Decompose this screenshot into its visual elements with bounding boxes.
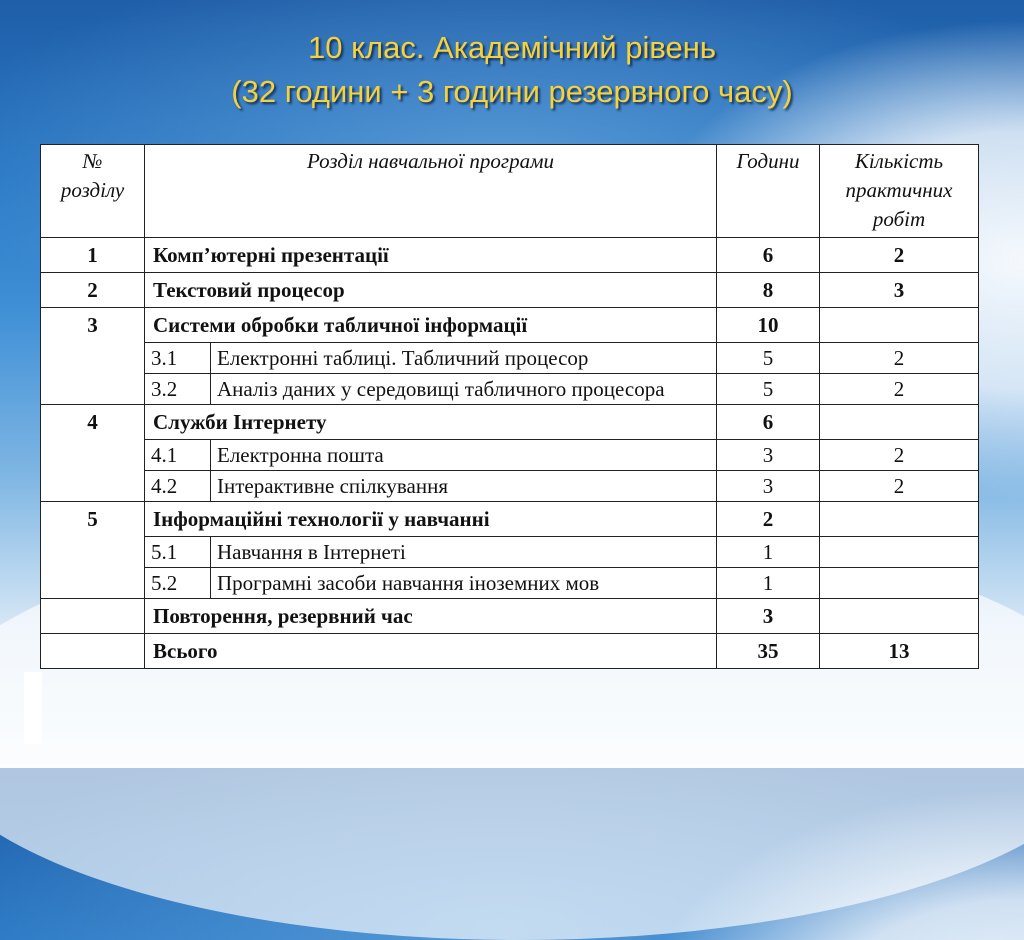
subsection-title: Програмні засоби навчання іноземних мов (211, 568, 717, 599)
subsection-number: 5.2 (145, 568, 211, 599)
slide-title (0, 26, 1024, 114)
header-practical-works: Кількість практичних робіт (820, 145, 979, 238)
total-row (41, 634, 979, 669)
subsection-number: 3.2 (145, 374, 211, 405)
title-line-1: 10 клас. Академічний рівень (307, 30, 717, 65)
section-practical: 3 (820, 273, 979, 308)
subsection-row (41, 537, 979, 568)
section-title: Служби Інтернету (145, 405, 717, 440)
section-practical (820, 502, 979, 537)
section-practical (820, 308, 979, 343)
table-header-row (41, 145, 979, 238)
table-body (41, 145, 979, 669)
section-title: Комп’ютерні презентації (145, 238, 717, 273)
header-section-title: Розділ навчальної програми (145, 145, 717, 238)
section-hours: 10 (717, 308, 820, 343)
subsection-hours: 5 (717, 343, 820, 374)
subsection-number: 5.1 (145, 537, 211, 568)
curriculum-table-container (40, 144, 978, 669)
subsection-row (41, 440, 979, 471)
total-row-hours: 35 (717, 634, 820, 669)
section-row (41, 308, 979, 343)
curriculum-table (40, 144, 979, 669)
section-practical (820, 405, 979, 440)
subsection-title: Електронні таблиці. Табличний процесор (211, 343, 717, 374)
subsection-practical (820, 537, 979, 568)
section-title: Інформаційні технології у навчанні (145, 502, 717, 537)
review-row-hours: 3 (717, 599, 820, 634)
subsection-title: Аналіз даних у середовищі табличного процесора (211, 374, 717, 405)
subsection-row (41, 374, 979, 405)
header-hours: Години (717, 145, 820, 238)
section-number: 1 (41, 238, 145, 273)
subsection-hours: 5 (717, 374, 820, 405)
total-row-number (41, 634, 145, 669)
section-row (41, 273, 979, 308)
subsection-practical (820, 568, 979, 599)
review-row-title: Повторення, резервний час (145, 599, 717, 634)
title-line-2: (32 години + 3 години резервного часу) (231, 74, 793, 109)
section-number: 5 (41, 502, 145, 599)
subsection-title: Навчання в Інтернеті (211, 537, 717, 568)
section-practical: 2 (820, 238, 979, 273)
subsection-hours: 1 (717, 568, 820, 599)
total-row-practical: 13 (820, 634, 979, 669)
subsection-number: 4.1 (145, 440, 211, 471)
subsection-practical: 2 (820, 440, 979, 471)
section-hours: 8 (717, 273, 820, 308)
section-number: 4 (41, 405, 145, 502)
subsection-number: 4.2 (145, 471, 211, 502)
subsection-practical: 2 (820, 374, 979, 405)
subsection-hours: 1 (717, 537, 820, 568)
section-title: Текстовий процесор (145, 273, 717, 308)
section-hours: 6 (717, 238, 820, 273)
subsection-row (41, 568, 979, 599)
section-hours: 2 (717, 502, 820, 537)
section-row (41, 502, 979, 537)
subsection-number: 3.1 (145, 343, 211, 374)
subsection-practical: 2 (820, 471, 979, 502)
review-row-number (41, 599, 145, 634)
subsection-hours: 3 (717, 440, 820, 471)
section-number: 3 (41, 308, 145, 405)
subsection-title: Електронна пошта (211, 440, 717, 471)
subsection-title: Інтерактивне спілкування (211, 471, 717, 502)
total-row-title: Всього (145, 634, 717, 669)
subsection-practical: 2 (820, 343, 979, 374)
header-section-number: № розділу (41, 145, 145, 238)
section-number: 2 (41, 273, 145, 308)
subsection-row (41, 471, 979, 502)
review-row (41, 599, 979, 634)
left-white-strip (24, 672, 42, 744)
section-title: Системи обробки табличної інформації (145, 308, 717, 343)
section-row (41, 405, 979, 440)
section-hours: 6 (717, 405, 820, 440)
review-row-practical (820, 599, 979, 634)
subsection-hours: 3 (717, 471, 820, 502)
subsection-row (41, 343, 979, 374)
section-row (41, 238, 979, 273)
